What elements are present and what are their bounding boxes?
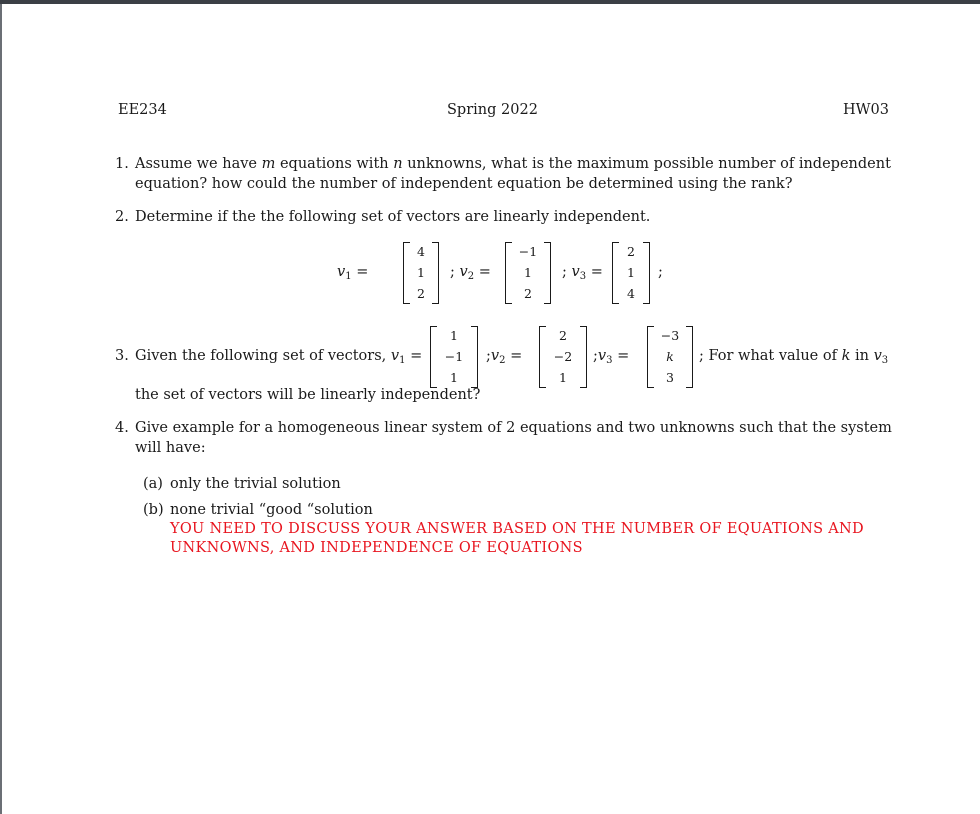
separator: ; (593, 348, 598, 364)
separator: ; (486, 348, 491, 364)
q4-a-text: only the trivial solution (170, 476, 341, 492)
q3-v3-label (593, 347, 629, 370)
v1-subscript: 1 (399, 355, 406, 366)
v-symbol: v (390, 348, 400, 364)
q3-number: 3. (115, 348, 129, 364)
v-symbol: v (873, 348, 882, 364)
equals-sign: = (617, 348, 630, 364)
vector-entry: 3 (666, 370, 674, 385)
q3-var-k: k (841, 348, 851, 364)
q4-line2: will have: (135, 440, 206, 456)
vector-entry: 1 (559, 370, 567, 385)
q1-text-a: Assume we have (135, 156, 257, 172)
q1-line1 (135, 155, 891, 173)
vector-entry: −3 (660, 328, 680, 343)
q4-line1: Give example for a homogeneous linear system of 2 equations and two unknowns such that the system (135, 420, 892, 436)
q2-v1-label (337, 263, 368, 286)
vector-entry: 1 (627, 265, 635, 280)
document-page (2, 4, 980, 814)
q1-text-b: equations with (279, 156, 389, 172)
q3-text-a: Given the following set of vectors, (135, 348, 387, 364)
window-left-border (0, 4, 2, 814)
vector-entry: −1 (518, 244, 538, 259)
q2-trailing-separator: ; (658, 264, 663, 280)
v-symbol: v (490, 348, 500, 364)
q4-a-label: (a) (143, 476, 163, 492)
q2-number: 2. (115, 209, 129, 225)
v3-subscript: 3 (579, 271, 587, 282)
instruction-note-line1: YOU NEED TO DISCUSS YOUR ANSWER BASED ON THE NUMBER OF EQUATIONS AND (170, 521, 864, 537)
v3-subscript: 3 (881, 355, 889, 366)
q3-line1-end (699, 347, 888, 370)
vector-entry: −1 (444, 349, 464, 364)
q1-var-m: m (261, 156, 276, 172)
q2-text: Determine if the the following set of vectors are linearly independent. (135, 209, 651, 225)
vector-entry: 1 (450, 328, 458, 343)
q1-text-c: unknowns, what is the maximum possible number of independent (407, 156, 891, 172)
equals-sign: = (410, 348, 423, 364)
vector-entry: 2 (417, 286, 425, 301)
v-symbol: v (459, 264, 468, 280)
separator: ; (562, 264, 567, 280)
instruction-note-line2: UNKNOWNS, AND INDEPENDENCE OF EQUATIONS (170, 540, 583, 556)
q2-v3-vector (612, 242, 650, 304)
homework-number: HW03 (843, 102, 889, 118)
v-symbol: v (597, 348, 607, 364)
v1-subscript: 1 (345, 271, 352, 282)
q2-v3-label (562, 263, 603, 286)
vector-entry: 4 (417, 244, 425, 259)
q3-v2-vector (539, 326, 587, 388)
course-code: EE234 (118, 102, 167, 118)
v-symbol: v (337, 264, 346, 280)
q4-number: 4. (115, 420, 129, 436)
q3-v3-vector (647, 326, 693, 388)
v3-subscript: 3 (606, 355, 613, 366)
q4-b-text: none trivial “good “solution (170, 502, 373, 518)
q1-number: 1. (115, 156, 129, 172)
q4-b-label: (b) (143, 502, 164, 518)
separator: ; (699, 348, 704, 364)
vector-entry: 1 (450, 370, 458, 385)
equals-sign: = (356, 264, 369, 280)
q3-v2-label (486, 347, 522, 370)
q2-v1-vector (403, 242, 439, 304)
vector-entry: −2 (553, 349, 573, 364)
vector-entry: 2 (627, 244, 635, 259)
separator: ; (450, 264, 455, 280)
v2-subscript: 2 (499, 355, 506, 366)
v2-subscript: 2 (467, 271, 475, 282)
vector-entry: 1 (417, 265, 425, 280)
q3-text-c: in (854, 348, 869, 364)
q3-line1-start (135, 347, 422, 370)
vector-entry: k (666, 349, 674, 364)
vector-entry: 4 (627, 286, 635, 301)
q2-v2-vector (505, 242, 551, 304)
term: Spring 2022 (447, 102, 538, 118)
q3-text-b: For what value of (708, 348, 837, 364)
v-symbol: v (571, 264, 580, 280)
vector-entry: 2 (559, 328, 567, 343)
vector-entry: 1 (524, 265, 532, 280)
q1-line2: equation? how could the number of independent equation be determined using the rank? (135, 176, 793, 192)
equals-sign: = (478, 264, 491, 280)
q2-v2-label (450, 263, 491, 286)
vector-entry: 2 (524, 286, 532, 301)
equals-sign: = (510, 348, 523, 364)
equals-sign: = (590, 264, 603, 280)
q3-v1-vector (430, 326, 478, 388)
q3-line2: the set of vectors will be linearly independent? (135, 387, 481, 403)
q1-var-n: n (393, 156, 403, 172)
